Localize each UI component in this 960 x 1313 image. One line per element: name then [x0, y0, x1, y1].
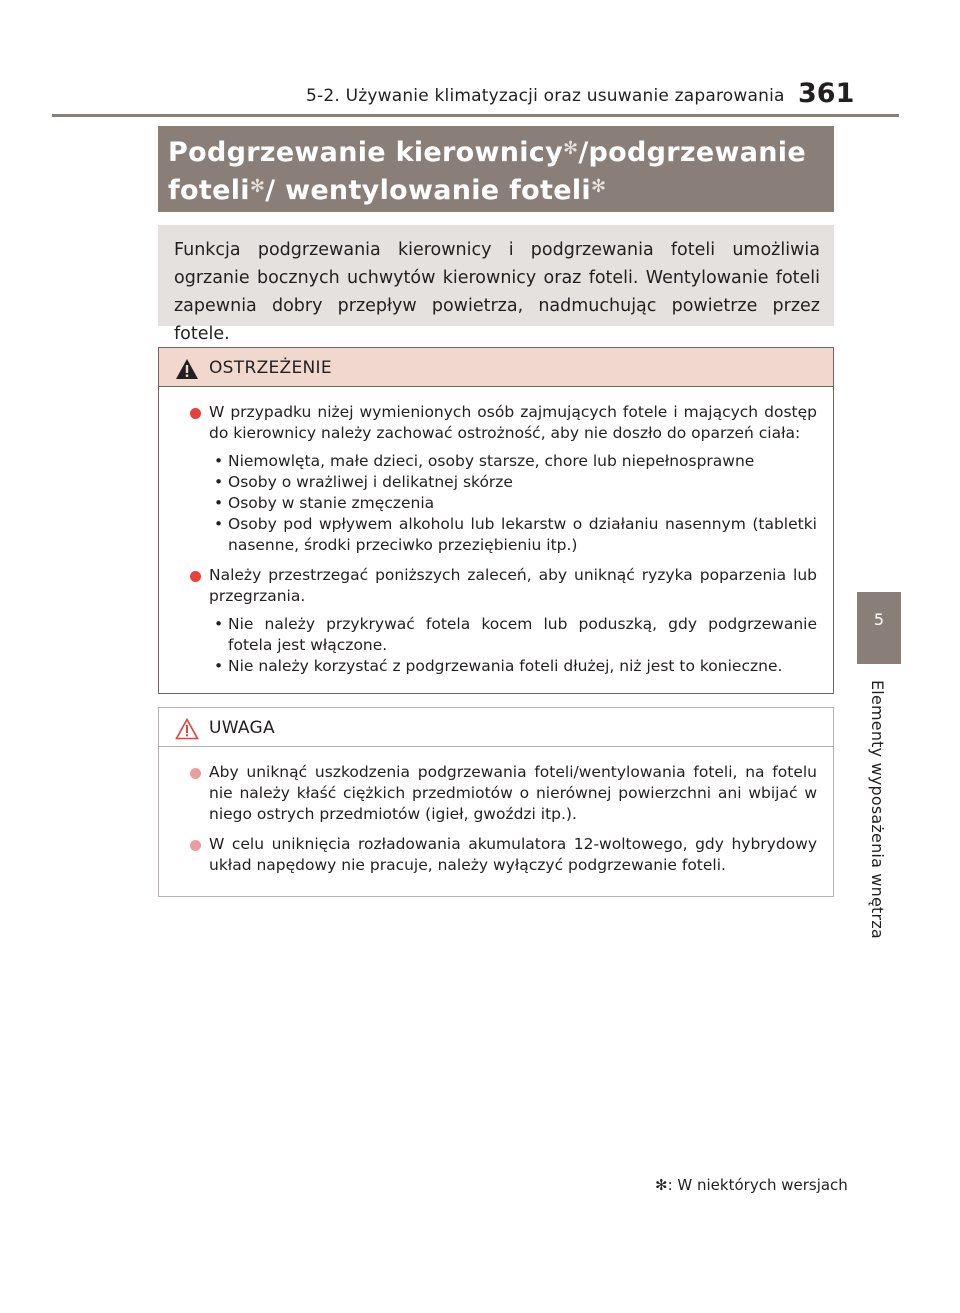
notice-content — [159, 747, 833, 876]
notice-box — [158, 707, 834, 897]
warning-item — [159, 402, 833, 444]
footnote — [655, 1176, 848, 1194]
warning-item-text: Należy przestrzegać poniższych zaleceń, aby uniknąć ryzyka poparzenia lub przegrzania. — [209, 566, 817, 605]
warning-subitem: • Nie należy korzystać z podgrzewania foteli dłużej, niż jest to konieczne. — [214, 657, 783, 675]
notice-item — [159, 762, 833, 825]
warning-subitem: • Niemowlęta, małe dzieci, osoby starsze, chore lub niepełnosprawne — [214, 452, 755, 470]
bullet-dot — [190, 768, 201, 779]
bullet-dot — [190, 840, 201, 851]
notice-item-text: Aby uniknąć uszkodzenia podgrzewania foteli/wentylowania foteli, na fotelu nie należy kłaść ciężkich przedmiotów o nierównej powierzchni ani wbijać w niego ostrych przedmiotów (igieł, gwoździ itp.). — [209, 763, 817, 823]
caution-triangle-icon — [175, 718, 199, 740]
title-line-2 — [168, 172, 824, 210]
title-part: foteli — [168, 175, 250, 206]
bullet-dot — [190, 571, 201, 582]
warning-subitem-text: Nie należy korzystać z podgrzewania foteli dłużej, niż jest to konieczne. — [228, 657, 783, 675]
title-part: Podgrzewanie kierownicy — [168, 137, 563, 168]
warning-subitem: • Nie należy przykrywać fotela kocem lub poduszką, gdy podgrzewanie fotela jest włączone. — [214, 615, 817, 654]
warning-heading: OSTRZEŻENIE — [209, 358, 332, 378]
warning-subitem: • Osoby w stanie zmęczenia — [214, 494, 435, 512]
notice-item-text: W celu uniknięcia rozładowania akumulatora 12-woltowego, gdy hybrydowy układ napędowy nie pracuje, należy wyłączyć podgrzewanie foteli. — [209, 835, 817, 874]
warning-subitem-text: Niemowlęta, małe dzieci, osoby starsze, chore lub niepełnosprawne — [228, 452, 755, 470]
title-line-1 — [168, 134, 824, 172]
warning-box — [158, 347, 834, 694]
warning-subitem: • Osoby o wrażliwej i delikatnej skórze — [214, 473, 513, 491]
intro-paragraph: Funkcja podgrzewania kierownicy i podgrzewania foteli umożliwia ogrzanie bocznych uchwytów kierownicy oraz foteli. Wentylowanie foteli zapewnia dobry przepływ powietrza, nadmuchując powietrze przez fotele. — [158, 225, 834, 326]
asterisk-marker: ✻ — [590, 176, 607, 197]
asterisk-marker: ✻ — [249, 176, 266, 197]
warning-subitem-text: Nie należy przykrywać fotela kocem lub poduszką, gdy podgrzewanie fotela jest włączone. — [228, 615, 817, 654]
chapter-label: Elementy wyposażenia wnętrza — [868, 680, 887, 939]
chapter-number: 5 — [873, 610, 885, 629]
footnote-text: : W niektórych wersjach — [667, 1176, 848, 1194]
warning-subitem-text: Osoby pod wpływem alkoholu lub lekarstw o działaniu nasennym (tabletki nasenne, środki przeciwko przeziębieniu itp.) — [228, 515, 817, 554]
asterisk-marker: ✻ — [563, 138, 579, 159]
notice-item — [159, 834, 833, 876]
asterisk-marker: ✻ — [655, 1176, 668, 1194]
page-number: 361 — [798, 78, 855, 109]
warning-triangle-icon — [175, 358, 199, 380]
section-title-box — [158, 126, 834, 212]
warning-item — [159, 565, 833, 607]
title-part: / wentylowanie foteli — [265, 175, 591, 206]
bullet-dot — [190, 408, 201, 419]
warning-subitem: • Osoby pod wpływem alkoholu lub lekarstw o działaniu nasennym (tabletki nasenne, środki przeciwko przeziębieniu itp.) — [214, 515, 817, 554]
warning-header — [159, 348, 833, 387]
warning-content — [159, 387, 833, 677]
section-header-title: 5-2. Używanie klimatyzacji oraz usuwanie zaparowania — [306, 86, 785, 106]
warning-subitem-text: Osoby o wrażliwej i delikatnej skórze — [228, 473, 513, 491]
notice-heading: UWAGA — [209, 718, 275, 738]
warning-item-text: W przypadku niżej wymienionych osób zajmujących fotele i mających dostęp do kierownicy należy zachować ostrożność, aby nie doszło do oparzeń ciała: — [209, 403, 817, 442]
title-part: /podgrzewanie — [578, 137, 806, 168]
header-divider — [52, 114, 899, 117]
warning-subitem-text: Osoby w stanie zmęczenia — [228, 494, 435, 512]
notice-header — [159, 708, 833, 747]
